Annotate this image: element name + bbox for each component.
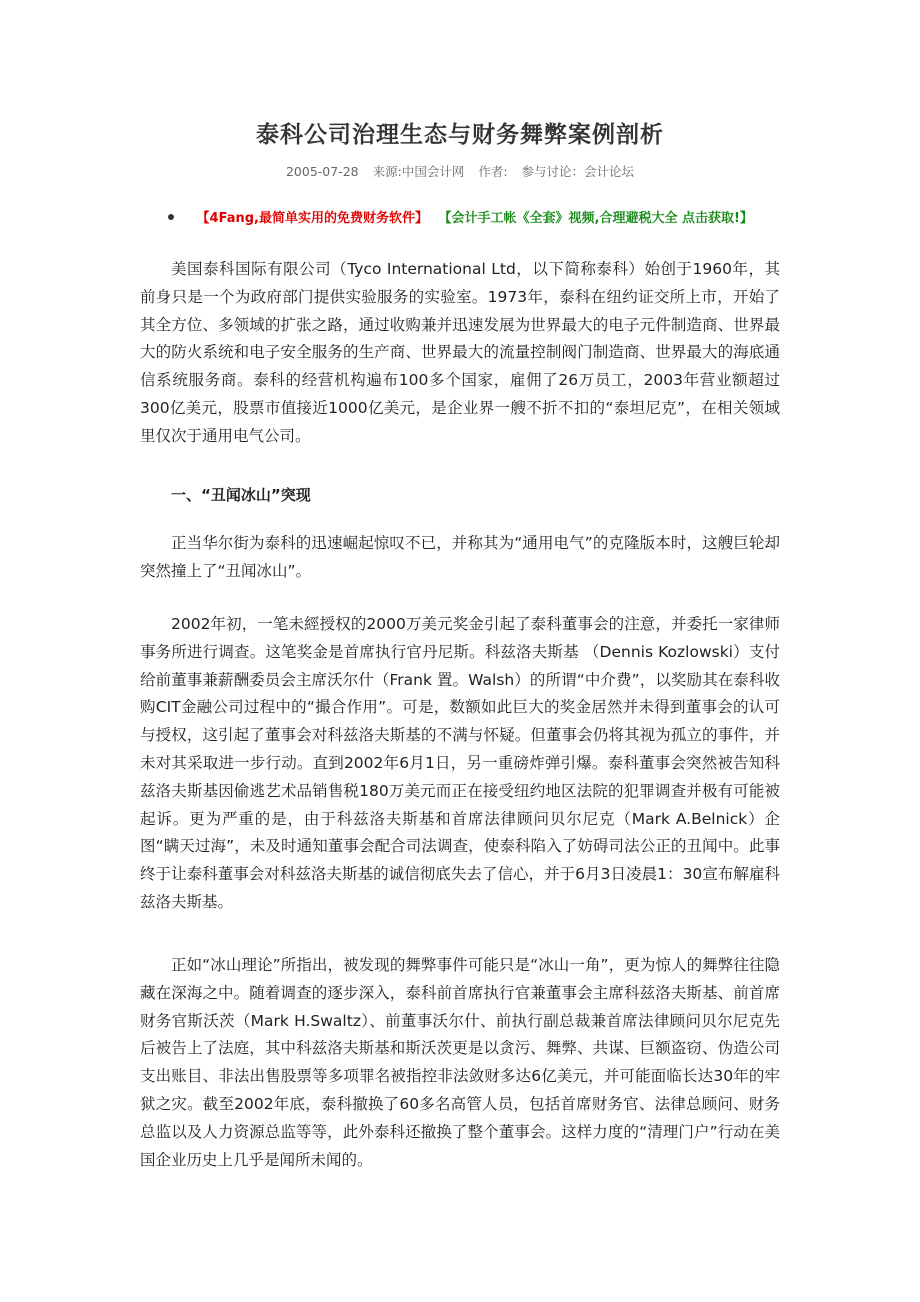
article-source: 来源:中国会计网 [372, 164, 465, 179]
bullet-icon [168, 214, 174, 220]
promo-link-video[interactable]: 【会计手工帐《全套》视频,合理避税大全 点击获取!】 [438, 211, 753, 226]
promo-line [168, 207, 808, 226]
article-author: 作者: [478, 164, 508, 179]
article-discussion: 参与讨论：会计论坛 [521, 164, 635, 179]
promo-link-software[interactable]: 【4Fang,最简单实用的免费财务软件】 [196, 211, 428, 226]
article-meta [140, 162, 780, 180]
paragraph-intro: 美国泰科国际有限公司（Tyco International Ltd，以下简称泰科）始创于1960年，其前身只是一个为政府部门提供实验服务的实验室。1973年，泰科在纽约证交所上市，开始了其全方位、多领域的扩张之路，通过收购兼并迅速发展为世界最大的电子元件制造商、世界最大的防火系统和电子安全服务的生产商、世界最大的流量控制阀门制造商、世界最大的海底通信系统服务商。泰科的经营机构遍布100多个国家，雇佣了26万员工，2003年营业额超过300亿美元，股票市值接近1000亿美元，是企业界一艘不折不扣的“泰坦尼克”，在相关领域里仅次于通用电气公司。 [140, 260, 780, 445]
paragraph-2: 正当华尔街为泰科的迅速崛起惊叹不已，并称其为“通用电气”的克隆版本时，这艘巨轮却突然撞上了“丑闻冰山”。 [140, 534, 780, 580]
article-title: 泰科公司治理生态与财务舞弊案例剖析 [256, 122, 664, 148]
paragraph-3: 2002年初，一笔未經授权的2000万美元奖金引起了泰科董事会的注意，并委托一家律师事务所进行调查。这笔奖金是首席执行官丹尼斯。科兹洛夫斯基 （Dennis Kozlowski）支付给前董事兼薪酬委员会主席沃尔什（Frank 置。Walsh）的所谓“中介费”，以奖励其在泰科收购CIT金融公司过程中的“撮合作用”。可是，数额如此巨大的奖金居然并未得到董事会的认可与授权，这引起了董事会对科兹洛夫斯基的不满与怀疑。但董事会仍将其视为孤立的事件，并未对其采取进一步行动。直到2002年6月1日，另一重磅炸弹引爆。泰科董事会突然被告知科兹洛夫斯基因偷逃艺术品销售税180万美元而正在接受纽约地区法院的犯罪调查并极有可能被起诉。更为严重的是，由于科兹洛夫斯基和首席法律顾问贝尔尼克（Mark A.Belnick）企图“瞒天过海”，未及时通知董事会配合司法调查，使泰科陷入了妨碍司法公正的丑闻中。此事终于让泰科董事会对科兹洛夫斯基的诚信彻底失去了信心，并于6月3日凌晨1：30宣布解雇科兹洛夫斯基。 [140, 615, 780, 911]
paragraph-4: 正如“冰山理论”所指出，被发现的舞弊事件可能只是“冰山一角”，更为惊人的舞弊往往隐藏在深海之中。随着调查的逐步深入，泰科前首席执行官兼董事会主席科兹洛夫斯基、前首席财务官斯沃茨（Mark H.Swaltz）、前董事沃尔什、前执行副总裁兼首席法律顾问贝尔尼克先后被告上了法庭，其中科兹洛夫斯基和斯沃茨更是以贪污、舞弊、共谋、巨额盗窃、伪造公司支出账目、非法出售股票等多项罪名被指控非法敛财多达6亿美元，并可能面临长达30年的牢狱之灾。截至2002年底，泰科撤换了60多名高管人员，包括首席财务官、法律总顾问、财务总监以及人力资源总监等等，此外泰科还撤换了整个董事会。这样力度的“清理门户”行动在美国企业历史上几乎是闻所未闻的。 [140, 956, 780, 1169]
article-date: 2005-07-28 [285, 164, 359, 179]
section-heading: 一、“丑闻冰山”突现 [171, 486, 311, 504]
